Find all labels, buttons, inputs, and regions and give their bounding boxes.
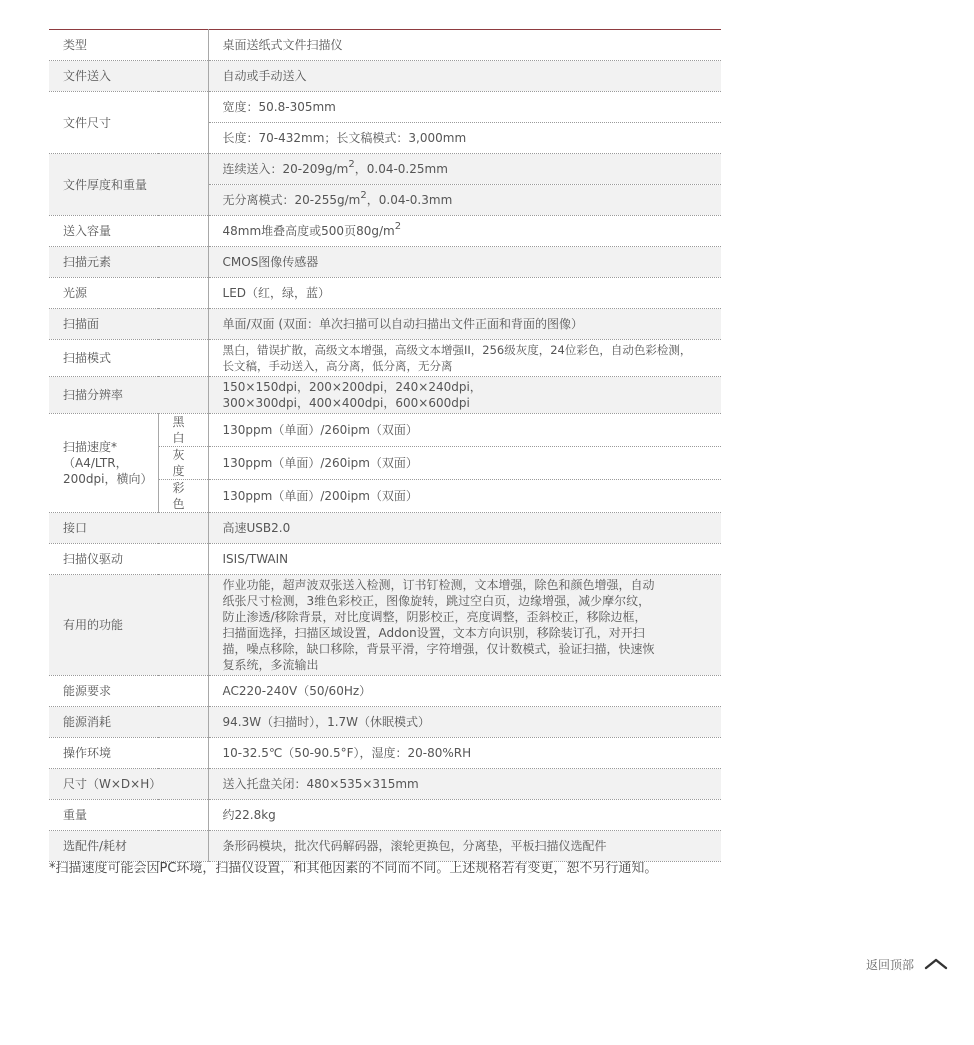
row-label: 能源要求 xyxy=(49,676,208,707)
row-label: 扫描速度* （A4/LTR， 200dpi，横向） xyxy=(49,414,158,513)
spec-row xyxy=(49,769,721,800)
row-label: 文件送入 xyxy=(49,61,208,92)
row-label: 尺寸（W×D×H） xyxy=(49,769,208,800)
row-value: 自动或手动送入 xyxy=(208,61,721,92)
row-value: 150×150dpi，200×200dpi，240×240dpi， 300×300dpi，400×400dpi，600×600dpi xyxy=(208,377,721,414)
row-value: 10-32.5℃（50-90.5°F），湿度：20-80%RH xyxy=(208,738,721,769)
row-value: 48mm堆叠高度或500页$80g/m^2$ xyxy=(208,216,721,247)
row-label: 送入容量 xyxy=(49,216,208,247)
row-value: 130ppm（单面）/260ipm（双面） xyxy=(208,447,721,480)
row-value: 黑白，错误扩散，高级文本增强，高级文本增强II，256级灰度，24位彩色，自动色彩检测， 长文稿，手动送入，高分离，低分离，无分离 xyxy=(208,340,721,377)
row-value: 桌面送纸式文件扫描仪 xyxy=(208,30,721,61)
spec-row xyxy=(49,676,721,707)
spec-row xyxy=(49,92,721,123)
row-label: 类型 xyxy=(49,30,208,61)
row-value: 宽度：50.8-305mm xyxy=(208,92,721,123)
spec-row xyxy=(49,61,721,92)
row-value: 无分离模式：$20-255g/m^2$，0.04-0.3mm xyxy=(208,185,721,216)
row-value: 94.3W（扫描时），1.7W（休眠模式） xyxy=(208,707,721,738)
spec-row xyxy=(49,30,721,61)
row-label: 扫描仪驱动 xyxy=(49,544,208,575)
back-to-top-label: 返回顶部 xyxy=(866,957,915,972)
footnote: *扫描速度可能会因PC环境，扫描仪设置，和其他因素的不同而不同。上述规格若有变更，恕不另行通知。 xyxy=(49,861,658,876)
spec-table xyxy=(49,29,721,862)
spec-row xyxy=(49,414,721,447)
row-label: 重量 xyxy=(49,800,208,831)
row-value: CMOS图像传感器 xyxy=(208,247,721,278)
row-value: ISIS/TWAIN xyxy=(208,544,721,575)
spec-row xyxy=(49,216,721,247)
speed-mode: 灰度 xyxy=(158,447,208,480)
spec-row xyxy=(49,707,721,738)
spec-row xyxy=(49,575,721,676)
row-value: 高速USB2.0 xyxy=(208,513,721,544)
row-value: 送入托盘关闭：480×535×315mm xyxy=(208,769,721,800)
spec-row xyxy=(49,513,721,544)
row-value: 单面/双面 (双面：单次扫描可以自动扫描出文件正面和背面的图像） xyxy=(208,309,721,340)
spec-row xyxy=(49,800,721,831)
row-label: 文件厚度和重量 xyxy=(49,154,208,216)
row-label: 扫描分辨率 xyxy=(49,377,208,414)
speed-mode: 黑白 xyxy=(158,414,208,447)
spec-row xyxy=(49,247,721,278)
back-to-top-link[interactable] xyxy=(866,954,948,974)
row-value: AC220-240V（50/60Hz） xyxy=(208,676,721,707)
row-label: 接口 xyxy=(49,513,208,544)
row-label: 光源 xyxy=(49,278,208,309)
row-label: 扫描面 xyxy=(49,309,208,340)
row-label: 文件尺寸 xyxy=(49,92,208,154)
row-label: 有用的功能 xyxy=(49,575,208,676)
row-value: 条形码模块，批次代码解码器，滚轮更换包，分离垫，平板扫描仪选配件 xyxy=(208,831,721,862)
spec-row xyxy=(49,340,721,377)
spec-row xyxy=(49,154,721,185)
spec-row xyxy=(49,309,721,340)
row-value: 约22.8kg xyxy=(208,800,721,831)
spec-row xyxy=(49,544,721,575)
row-value: 作业功能，超声波双张送入检测，订书钉检测，文本增强，除色和颜色增强，自动 纸张尺寸检测，3维色彩校正，图像旋转，跳过空白页，边缘增强，减少摩尔纹， 防止渗透/移除背景，对比度调整，阴影校正，亮度调整，歪斜校正，移除边框， 扫描面选择，扫描区域设置，Addon设置，文本方向识别，移除装订孔，对开扫 描，噪点移除，缺口移除，背景平滑，字符增强，仅计数模式，验证扫描，快速恢 复系统，多流输出 xyxy=(208,575,721,676)
chevron-up-icon xyxy=(924,957,948,971)
spec-row xyxy=(49,738,721,769)
row-value: 连续送入：$20-209g/m^2$，0.04-0.25mm xyxy=(208,154,721,185)
row-value: 130ppm（单面）/200ipm（双面） xyxy=(208,480,721,513)
spec-row xyxy=(49,377,721,414)
row-value: 130ppm（单面）/260ipm（双面） xyxy=(208,414,721,447)
row-label: 扫描元素 xyxy=(49,247,208,278)
row-label: 扫描模式 xyxy=(49,340,208,377)
row-value: LED（红，绿，蓝） xyxy=(208,278,721,309)
speed-mode: 彩色 xyxy=(158,480,208,513)
spec-row xyxy=(49,278,721,309)
row-label: 操作环境 xyxy=(49,738,208,769)
row-label: 选配件/耗材 xyxy=(49,831,208,862)
row-label: 能源消耗 xyxy=(49,707,208,738)
row-value: 长度：70-432mm；长文稿模式：3,000mm xyxy=(208,123,721,154)
